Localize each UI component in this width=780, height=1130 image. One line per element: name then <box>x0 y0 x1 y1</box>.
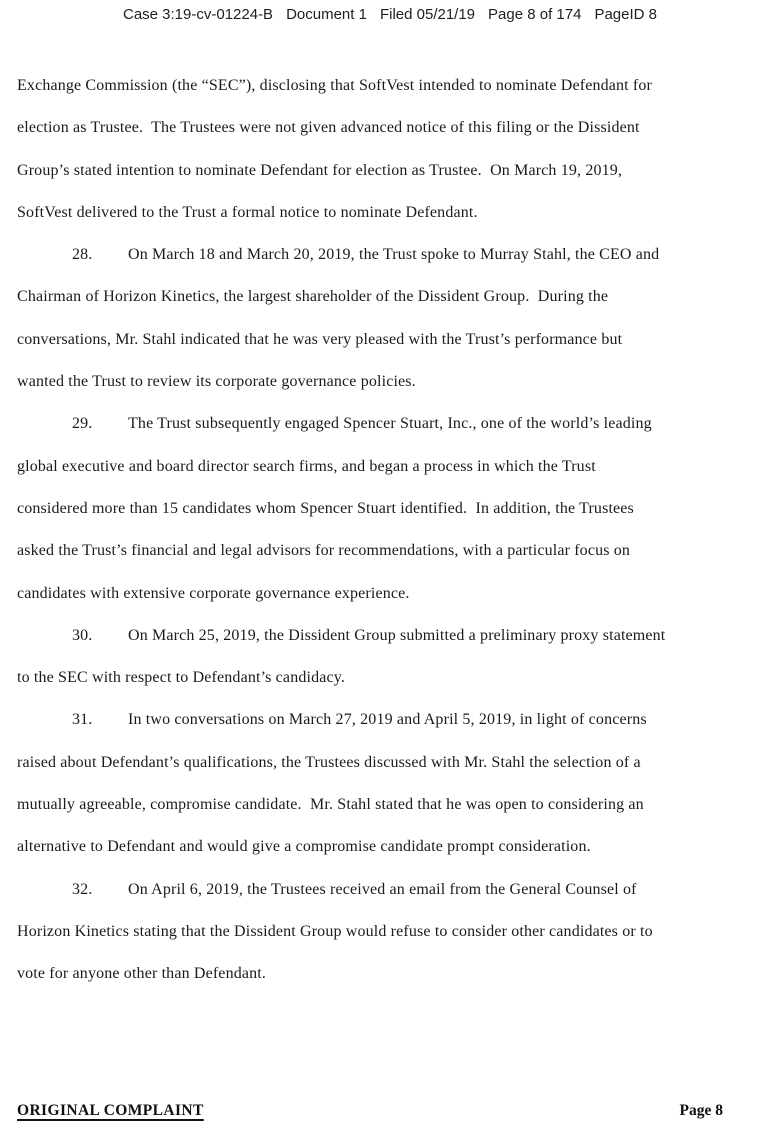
paragraph <box>17 615 747 700</box>
text-line: raised about Defendant’s qualifications, the Trustees discussed with Mr. Stahl the selection of a <box>17 753 641 771</box>
paragraph-number: 29. <box>72 415 93 433</box>
paragraph <box>17 65 747 234</box>
paragraph-text: On March 25, 2019, the Dissident Group submitted a preliminary proxy statement <box>128 626 666 644</box>
text-line: considered more than 15 candidates whom Spencer Stuart identified. In addition, the Trustees <box>17 499 634 517</box>
text-line: vote for anyone other than Defendant. <box>17 965 267 983</box>
text-line: conversations, Mr. Stahl indicated that he was very pleased with the Trust’s performance but <box>17 330 623 348</box>
paragraph-number: 30. <box>72 626 93 644</box>
header-document-number: Document 1 <box>286 6 367 23</box>
text-line <box>17 869 747 911</box>
paragraph-text: On March 18 and March 20, 2019, the Trust spoke to Murray Stahl, the CEO and <box>128 246 660 264</box>
text-line: election as Trustee. The Trustees were not given advanced notice of this filing or the Dissident <box>17 119 640 137</box>
paragraph <box>17 234 747 403</box>
text-line: wanted the Trust to review its corporate governance policies. <box>17 373 416 391</box>
paragraph-text: On April 6, 2019, the Trustees received an email from the General Counsel of <box>128 880 637 898</box>
text-line: alternative to Defendant and would give a compromise candidate prompt consideration. <box>17 838 591 856</box>
header-filed-date: Filed 05/21/19 <box>379 6 476 23</box>
header-page-of: Page 8 of 174 <box>488 6 582 23</box>
text-line: mutually agreeable, compromise candidate. Mr. Stahl stated that he was open to considering an <box>17 796 644 814</box>
text-line: global executive and board director search firms, and began a process in which the Trust <box>17 457 596 475</box>
paragraph-number: 28. <box>72 246 93 264</box>
paragraph <box>17 869 747 996</box>
text-line: asked the Trust’s financial and legal advisors for recommendations, with a particular focus on <box>17 542 631 560</box>
paragraph-text: The Trust subsequently engaged Spencer Stuart, Inc., one of the world’s leading <box>128 415 652 433</box>
text-line: Exchange Commission (the “SEC”), disclosing that SoftVest intended to nominate Defendant for <box>17 77 653 94</box>
paragraph <box>17 403 747 614</box>
paragraph <box>17 699 747 868</box>
text-line: Chairman of Horizon Kinetics, the largest shareholder of the Dissident Group. During the <box>17 288 609 306</box>
text-line: Horizon Kinetics stating that the Dissident Group would refuse to consider other candidates or to <box>17 922 653 940</box>
header-page-id: PageID 8 <box>594 6 657 23</box>
text-line: candidates with extensive corporate governance experience. <box>17 584 410 602</box>
paragraph-number: 31. <box>72 711 93 729</box>
text-line: SoftVest delivered to the Trust a formal notice to nominate Defendant. <box>17 203 478 221</box>
text-line: to the SEC with respect to Defendant’s candidacy. <box>17 669 345 687</box>
text-line <box>17 615 747 657</box>
court-stamp-header <box>0 6 780 24</box>
text-line <box>17 234 747 276</box>
text-line <box>17 403 747 445</box>
text-line <box>17 699 747 741</box>
header-case-number: Case 3:19-cv-01224-B <box>122 6 274 23</box>
paragraph-text: In two conversations on March 27, 2019 and April 5, 2019, in light of concerns <box>128 711 647 729</box>
document-footer <box>17 1102 723 1120</box>
paragraph-number: 32. <box>72 880 93 898</box>
footer-page-number: Page 8 <box>679 1102 723 1119</box>
footer-document-title: ORIGINAL COMPLAINT <box>17 1102 204 1119</box>
document-body <box>17 65 747 996</box>
text-line: Group’s stated intention to nominate Defendant for election as Trustee. On March 19, 2019, <box>17 161 623 179</box>
